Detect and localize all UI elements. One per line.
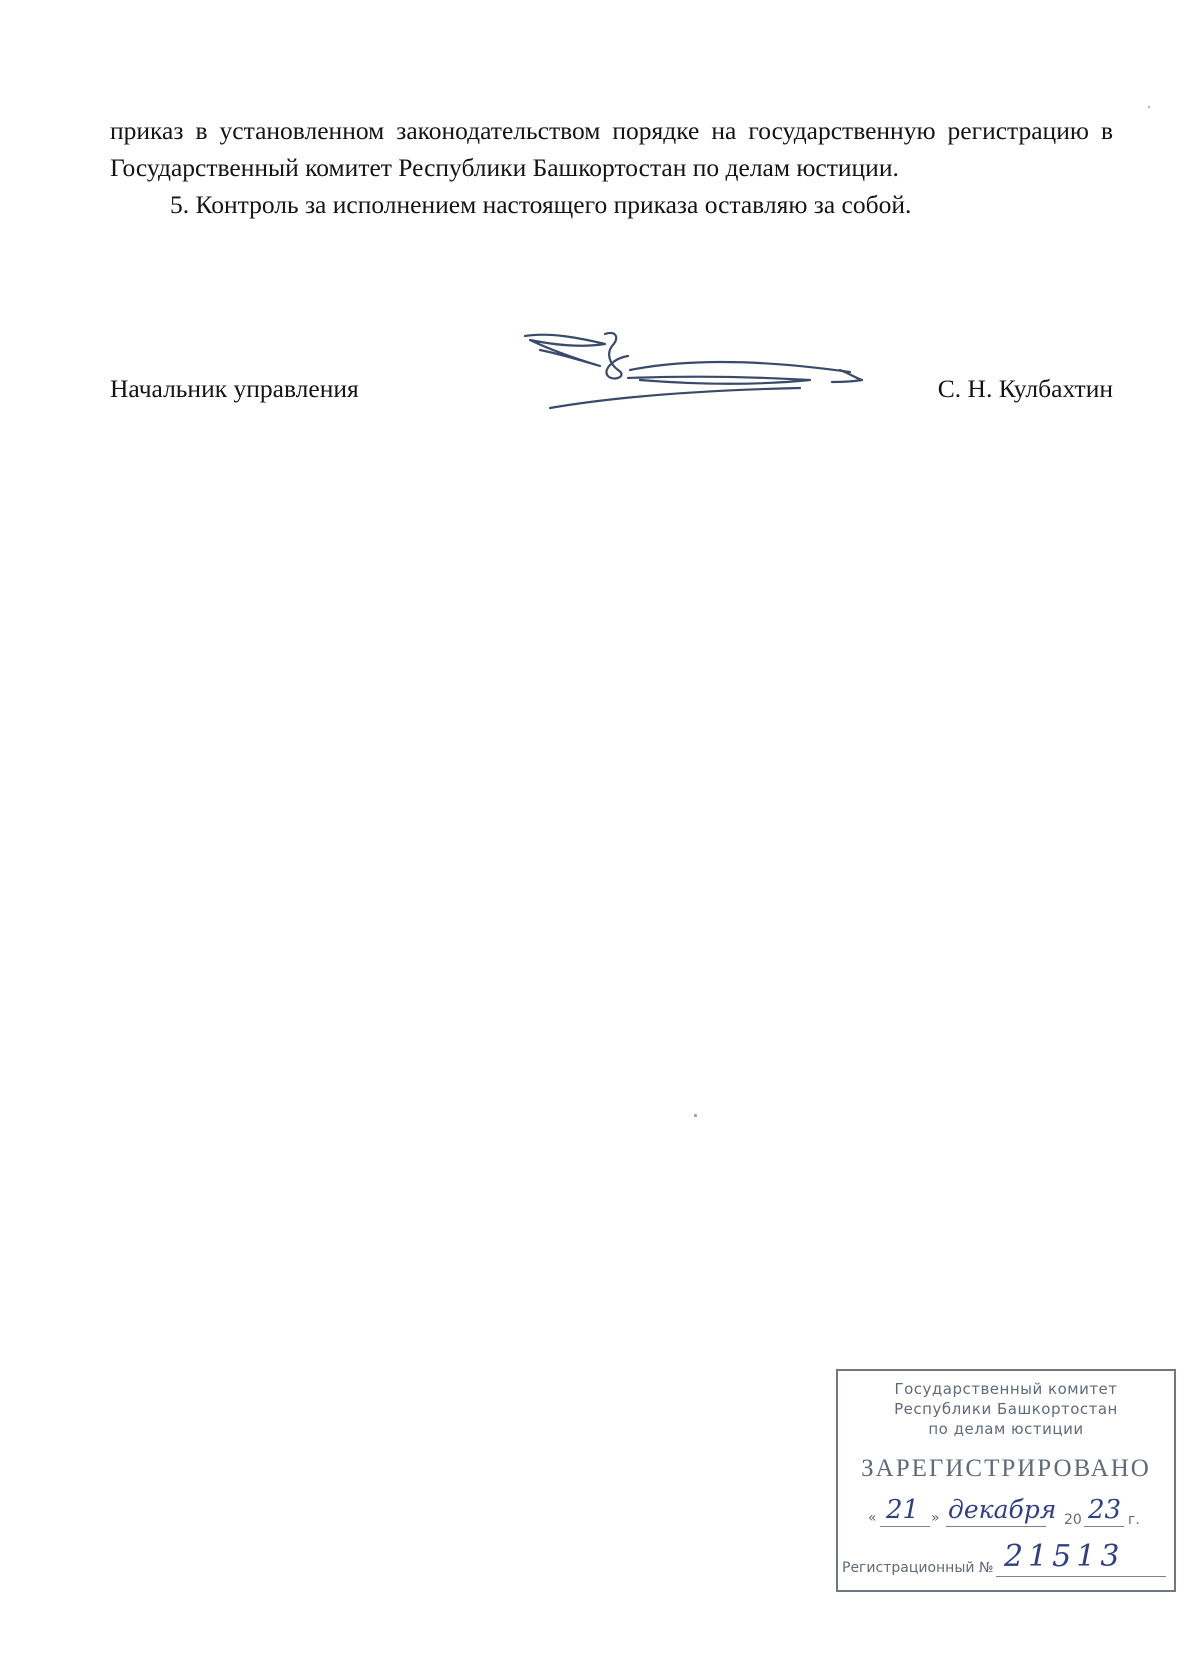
handwritten-month: декабря <box>948 1495 1057 1524</box>
stamp-org-line-3: по делам юстиции <box>928 1420 1084 1438</box>
reg-number-line <box>996 1576 1166 1577</box>
scan-speck <box>1148 106 1150 108</box>
document-body <box>110 112 1113 223</box>
scan-speck <box>694 1114 697 1117</box>
handwritten-signature <box>510 330 870 420</box>
month-line <box>946 1526 1046 1527</box>
registration-stamp <box>836 1369 1176 1592</box>
year-suffix: г. <box>1128 1512 1140 1528</box>
paragraph-5: 5. Контроль за исполнением настоящего приказа оставляю за собой. <box>170 190 912 219</box>
day-line <box>880 1526 930 1527</box>
year-prefix: 20 <box>1064 1512 1082 1528</box>
stamp-status: ЗАРЕГИСТРИРОВАНО <box>861 1455 1151 1482</box>
signer-position: Начальник управления <box>110 374 359 403</box>
reg-number-label: Регистрационный № <box>842 1560 994 1576</box>
stamp-org-line-1: Государственный комитет <box>894 1380 1118 1398</box>
year-line <box>1084 1526 1124 1527</box>
signer-name: С. Н. Кулбахтин <box>937 374 1113 403</box>
paragraph-continuation: приказ в установленном законодательством порядке на государственную регистрацию в Государственный комитет Республики Башкортостан по делам юстиции. <box>110 116 1113 182</box>
date-close-quote: » <box>931 1510 940 1526</box>
handwritten-reg-number: 21513 <box>1004 1539 1125 1574</box>
date-open-quote: « <box>868 1510 877 1526</box>
handwritten-day: 21 <box>886 1495 920 1525</box>
signature-block <box>110 330 1113 440</box>
handwritten-year: 23 <box>1088 1495 1122 1525</box>
stamp-org-line-2: Республики Башкортостан <box>894 1400 1118 1418</box>
